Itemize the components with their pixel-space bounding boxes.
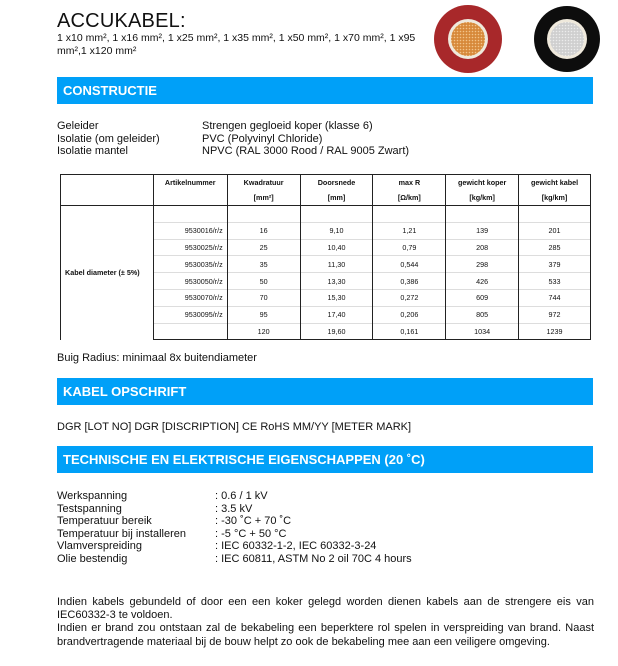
table-cell: 744 [519,289,591,306]
column-header: max R [373,175,446,191]
article-number-cell [153,323,227,340]
column-unit [153,190,227,206]
property-key: Werkspanning [57,490,128,502]
constructie-key: Isolatie mantel [57,145,128,157]
property-key: Olie bestendig [57,552,128,565]
article-number-cell [153,206,227,223]
column-unit: [kg/km] [519,190,591,206]
article-number-cell: 9530035/r/z [153,256,227,273]
table-cell [446,206,519,223]
section-header-eigenschappen: TECHNISCHE EN ELEKTRISCHE EIGENSCHAPPEN (20 ˚C) [57,446,593,473]
property-value: : 3.5 kV [215,502,253,515]
property-key: Temperatuur bij installeren [57,527,187,540]
property-key: Vlamverspreiding [57,540,142,552]
column-header: Artikelnummer [153,175,227,191]
note-paragraph: Indien er brand zou ontstaan zal de bekabeling een beperktere rol spelen in verspreiding van brand. Naast brandvertragende materiaal bij de bouw helpt zo ook de bekabeling mee aan een veiligere omgeving. [57,622,594,648]
constructie-row [57,145,409,158]
table-cell: 285 [519,239,591,256]
table-cell: 35 [227,256,300,273]
table-cell: 972 [519,306,591,323]
article-number-cell: 9530070/r/z [153,289,227,306]
spec-table [60,174,591,340]
property-value: : IEC 60811, ASTM No 2 oil 70C 4 hours [215,552,412,565]
column-unit: [Ω/km] [373,190,446,206]
property-row [57,540,412,553]
bend-radius-note: Buig Radius: minimaal 8x buitendiameter [57,352,257,364]
property-value: : 0.6 / 1 kV [215,490,268,502]
table-cell: 1034 [446,323,519,340]
table-cell: 0,161 [373,323,446,340]
property-value: : IEC 60332-1-2, IEC 60332-3-24 [215,540,377,552]
table-cell: 9,10 [300,222,373,239]
constructie-list [57,120,409,158]
constructie-value: NPVC (RAL 3000 Rood / RAL 9005 Zwart) [202,145,410,157]
table-cell: 0,386 [373,273,446,290]
constructie-value: PVC (Polyvinyl Chloride) [202,132,323,145]
table-cell: 25 [227,239,300,256]
column-header: Doorsnede [300,175,373,191]
table-cell: 533 [519,273,591,290]
table-cell: 16 [227,222,300,239]
constructie-key: Geleider [57,120,99,132]
table-cell [300,206,373,223]
constructie-row [57,120,409,133]
red-cable-icon [434,5,502,73]
table-cell: 50 [227,273,300,290]
cable-marking-text: DGR [LOT NO] DGR [DISCRIPTION] CE RoHS MM/YY [METER MARK] [57,421,412,433]
table-cell: 426 [446,273,519,290]
table-cell: 201 [519,222,591,239]
table-cell: 609 [446,289,519,306]
table-cell: 0,206 [373,306,446,323]
table-cell: 379 [519,256,591,273]
properties-list [57,490,412,565]
property-row [57,553,412,566]
column-unit: [kg/km] [446,190,519,206]
row-label: Kabel diameter (± 5%) [61,206,154,340]
property-key: Testspanning [57,502,122,515]
constructie-row [57,133,409,146]
table-cell: 1239 [519,323,591,340]
article-number-cell: 9530016/r/z [153,222,227,239]
property-key: Temperatuur bereik [57,515,152,527]
column-unit: [mm²] [227,190,300,206]
cable-cross-section-images [432,3,612,75]
property-row [57,490,412,503]
article-number-cell: 9530095/r/z [153,306,227,323]
column-header: gewicht kabel [519,175,591,191]
table-corner-cell [61,175,154,206]
table-cell [519,206,591,223]
table-cell: 0,272 [373,289,446,306]
property-row [57,515,412,528]
table-cell: 17,40 [300,306,373,323]
article-number-cell: 9530050/r/z [153,273,227,290]
property-value: : -5 °C + 50 °C [215,527,287,540]
table-cell: 139 [446,222,519,239]
table-cell: 15,30 [300,289,373,306]
product-sizes: 1 x10 mm², 1 x16 mm², 1 x25 mm², 1 x35 mm², 1 x50 mm², 1 x70 mm², 1 x95 mm²,1 x120 mm² [57,32,416,57]
table-cell: 19,60 [300,323,373,340]
table-cell [373,206,446,223]
article-number-cell: 9530025/r/z [153,239,227,256]
table-cell: 95 [227,306,300,323]
table-cell: 120 [227,323,300,340]
table-cell: 70 [227,289,300,306]
table-cell: 11,30 [300,256,373,273]
column-header: Kwadratuur [227,175,300,191]
column-header: gewicht koper [446,175,519,191]
page-title: ACCUKABEL: [57,10,186,32]
black-cable-icon [534,6,600,72]
table-cell [227,206,300,223]
property-row [57,528,412,541]
table-cell: 298 [446,256,519,273]
table-cell: 13,30 [300,273,373,290]
table-cell: 10,40 [300,239,373,256]
section-header-constructie: CONSTRUCTIE [57,77,593,104]
table-cell: 805 [446,306,519,323]
constructie-key: Isolatie (om geleider) [57,132,160,145]
constructie-value: Strengen gegloeid koper (klasse 6) [202,120,373,132]
property-value: : -30 ˚C + 70 ˚C [215,515,292,527]
table-header-row [61,175,591,191]
table-cell: 208 [446,239,519,256]
table-cell: 1,21 [373,222,446,239]
table-row [61,206,591,223]
property-row [57,503,412,516]
section-header-kabel-opschrift: KABEL OPSCHRIFT [57,378,593,405]
table-cell: 0,544 [373,256,446,273]
table-cell: 0,79 [373,239,446,256]
notes [57,596,594,649]
column-unit: [mm] [300,190,373,206]
note-paragraph: Indien kabels gebundeld of door een een koker gelegd worden dienen kabels aan de strengere eis van IEC60332-3 te voldoen. [57,596,594,622]
